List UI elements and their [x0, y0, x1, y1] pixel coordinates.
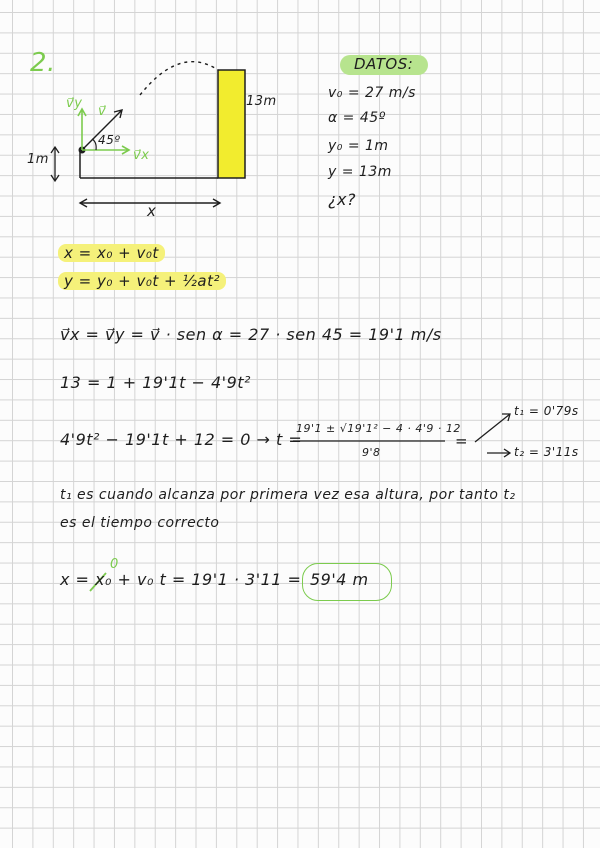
- x0-zero-mark: 0: [110, 557, 119, 572]
- equation-x: x = x₀ + v₀t: [58, 244, 165, 262]
- vector-vx-label: v⃗x: [133, 148, 150, 163]
- quadratic-numerator: 19'1 ± √19'1² − 4 · 4'9 · 12: [296, 422, 461, 435]
- quadratic-equation: 4'9t² − 19'1t + 12 = 0 → t =: [60, 430, 303, 449]
- explanation-line-2: es el tiempo correcto: [60, 515, 220, 531]
- datos-line-y0: y₀ = 1m: [328, 138, 389, 154]
- problem-number: 2.: [30, 48, 56, 78]
- solution-t1: t₁ = 0'79s: [514, 404, 579, 418]
- datos-line-v0: v₀ = 27 m/s: [328, 85, 416, 101]
- quadratic-denominator: 9'8: [362, 446, 381, 459]
- final-calculation: x = x₀ + v₀ t = 19'1 · 3'11 =: [60, 570, 302, 589]
- vector-vy-label: v⃗y: [66, 96, 83, 111]
- explanation-line-1: t₁ es cuando alcanza por primera vez esa altura, por tanto t₂: [60, 487, 516, 503]
- height-label-left: 1m: [27, 152, 49, 167]
- height-label-building: 13m: [246, 94, 277, 109]
- vector-v-label: v⃗: [98, 104, 107, 119]
- datos-line-unknown: ¿x?: [328, 190, 356, 209]
- distance-label: x: [147, 202, 157, 220]
- equation-y: y = y₀ + v₀t + ½at²: [58, 272, 226, 290]
- building: [218, 70, 245, 178]
- final-answer: 59'4 m: [310, 570, 369, 589]
- datos-line-y: y = 13m: [328, 164, 392, 180]
- quadratic-equals: =: [455, 432, 469, 450]
- angle-label: 45º: [98, 133, 121, 147]
- datos-title: DATOS:: [354, 55, 414, 73]
- angle-arc: [92, 139, 96, 150]
- height-equation: 13 = 1 + 19'1t − 4'9t²: [60, 373, 251, 392]
- velocity-components: v⃗x = v⃗y = v⃗ · sen α = 27 · sen 45 = 19'1 m/s: [60, 325, 442, 344]
- datos-line-alpha: α = 45º: [328, 110, 386, 126]
- branch-arrow-t1: [475, 414, 510, 442]
- solution-t2: t₂ = 3'11s: [514, 445, 579, 459]
- trajectory: [140, 62, 218, 95]
